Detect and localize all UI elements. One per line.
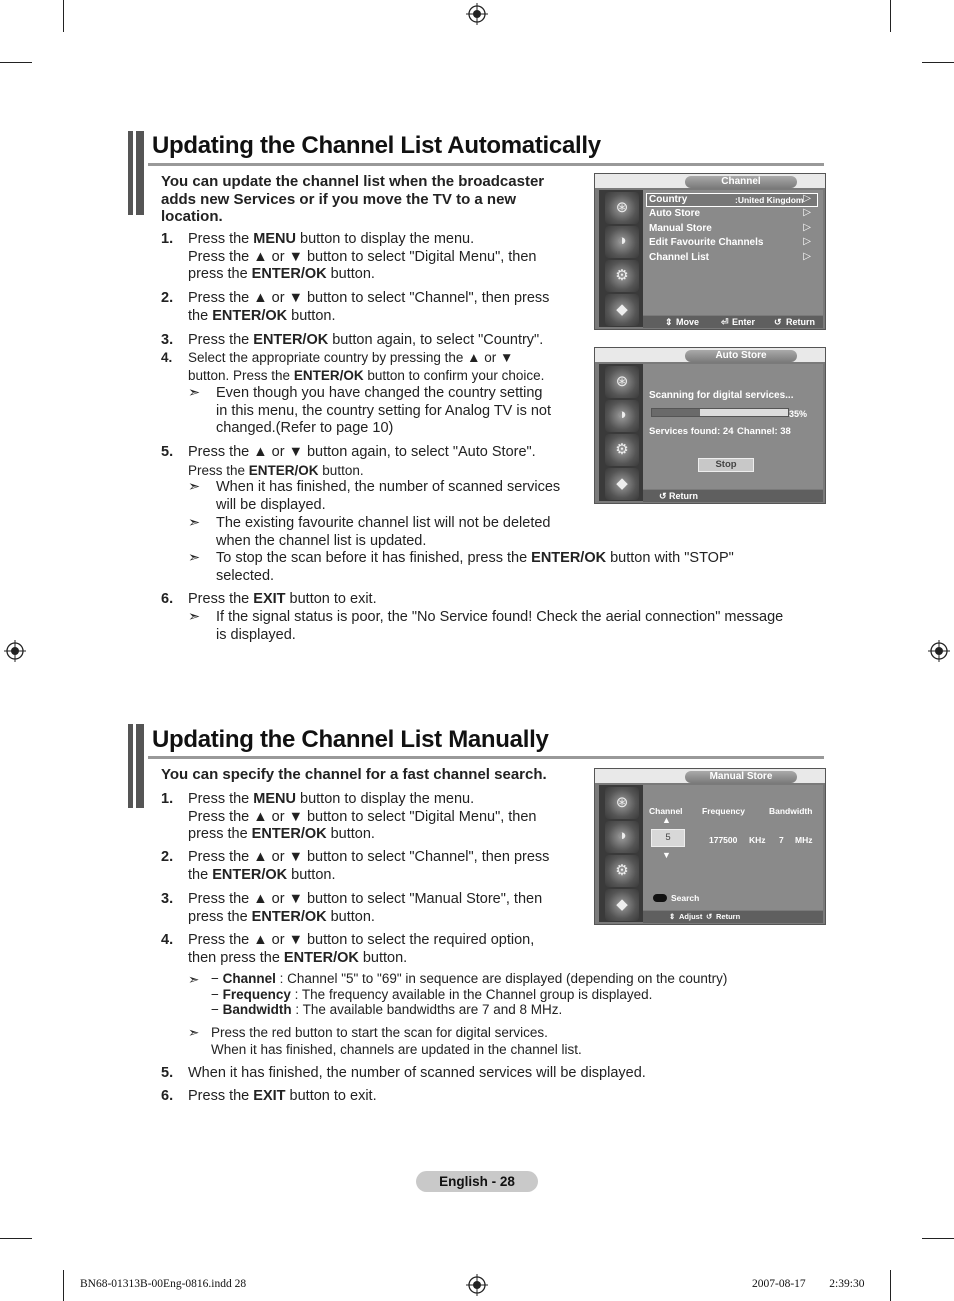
- arrow-right-icon: ▷: [803, 251, 811, 262]
- step-text: Press the EXIT button to exit.: [188, 1088, 377, 1104]
- antenna-icon: ⊛: [605, 787, 639, 819]
- section2-title: Updating the Channel List Manually: [152, 726, 549, 753]
- col-frequency: Frequency: [702, 806, 745, 816]
- return-icon: ↺: [774, 317, 782, 327]
- bandwidth-unit: MHz: [795, 835, 813, 845]
- step-text: Press the MENU button to display the menu. Press the ▲ or ▼ button to select "Digital Menu", then press the ENTER/OK button.: [188, 231, 537, 282]
- note-arrow-icon: ➣: [188, 1025, 200, 1040]
- step-text: Press the ▲ or ▼ button to select "Manual Store", then press the ENTER/OK button.: [188, 891, 543, 925]
- step-number: 6.: [161, 1088, 174, 1104]
- down-arrow-icon[interactable]: ▼: [662, 850, 671, 860]
- return-icon: ↺: [706, 912, 713, 921]
- channel-value-box[interactable]: 5: [651, 829, 685, 847]
- registration-mark-icon: [928, 640, 950, 662]
- satellite-icon: ◑: [605, 226, 639, 258]
- scan-progress-bar: [651, 408, 789, 417]
- menu-item-manual-store[interactable]: Manual Store: [649, 223, 712, 234]
- registration-mark-icon: [466, 3, 488, 25]
- antenna-icon: ⊛: [605, 366, 639, 398]
- col-channel: Channel: [649, 806, 683, 816]
- crop-mark: [0, 62, 32, 63]
- arrow-right-icon: ▷: [803, 193, 811, 204]
- step-text: Press the ▲ or ▼ button again, to select "Auto Store". Press the ENTER/OK button.: [188, 444, 536, 478]
- step-number: 3.: [161, 891, 174, 907]
- section1-title: Updating the Channel List Automatically: [152, 132, 601, 159]
- osd-channel-menu: [594, 173, 826, 330]
- antenna-icon: ⊛: [605, 192, 639, 224]
- return-label: Return: [786, 317, 815, 327]
- input-icon: ◆: [605, 294, 639, 326]
- channel-found: Channel: 38: [737, 426, 791, 437]
- satellite-icon: ◑: [605, 400, 639, 432]
- osd-title: Manual Store: [685, 771, 797, 783]
- menu-item-country[interactable]: Country: [649, 194, 688, 205]
- updown-icon: ⇕: [669, 912, 676, 921]
- step-number: 2.: [161, 290, 174, 306]
- progress-label: 35%: [789, 409, 808, 419]
- note-text: Even though you have changed the country setting in this menu, the country setting for Analog TV is not changed.(Refer to page 10): [216, 385, 552, 436]
- menu-item-edit-favourite[interactable]: Edit Favourite Channels: [649, 237, 764, 248]
- step-number: 1.: [161, 791, 174, 807]
- note-arrow-icon: ➣: [188, 479, 201, 495]
- osd-icon-column: [599, 785, 643, 922]
- gear-icon: ⚙: [605, 434, 639, 466]
- osd-footer: [643, 316, 823, 328]
- step-text: Select the appropriate country by pressing the ▲ or ▼ button. Press the ENTER/OK button to confirm your choice.: [188, 350, 545, 383]
- enter-icon: ⏎: [721, 317, 729, 327]
- return-label: Return: [669, 491, 698, 501]
- menu-item-auto-store[interactable]: Auto Store: [649, 208, 701, 219]
- section-bar: [128, 131, 144, 215]
- step-number: 4.: [161, 932, 174, 948]
- step-text: Press the ▲ or ▼ button to select "Channel", then press the ENTER/OK button.: [188, 290, 550, 324]
- note-text: If the signal status is poor, the "No Service found! Check the aerial connection" message is displayed.: [216, 609, 784, 643]
- step-number: 2.: [161, 849, 174, 865]
- scan-progress-fill: [652, 409, 700, 416]
- step-text: Press the ▲ or ▼ button to select "Channel", then press the ENTER/OK button.: [188, 849, 550, 883]
- registration-mark-icon: [466, 1274, 488, 1296]
- page-number-badge: English - 28: [416, 1171, 538, 1192]
- menu-item-channel-list[interactable]: Channel List: [649, 252, 710, 263]
- input-icon: ◆: [605, 889, 639, 921]
- osd-title: Channel: [685, 176, 797, 188]
- osd-title: Auto Store: [685, 350, 797, 362]
- step-text: When it has finished, the number of scanned services will be displayed.: [188, 1065, 646, 1081]
- bandwidth-value: 7: [779, 835, 784, 845]
- satellite-icon: ◑: [605, 821, 639, 853]
- section-bar: [128, 724, 144, 808]
- osd-footer: [643, 490, 823, 502]
- crop-mark: [63, 1270, 64, 1301]
- note-arrow-icon: ➣: [188, 385, 201, 401]
- note-text: When it has finished, the number of scanned services will be displayed.: [216, 479, 561, 513]
- crop-mark: [922, 1238, 954, 1239]
- step-number: 3.: [161, 332, 174, 348]
- step-text: Press the MENU button to display the menu. Press the ▲ or ▼ button to select "Digital Menu", then press the ENTER/OK button.: [188, 791, 537, 842]
- note-arrow-icon: ➣: [188, 609, 201, 625]
- red-button-icon: [653, 894, 667, 902]
- osd-menu-panel: [643, 190, 823, 315]
- crop-mark: [890, 1270, 891, 1301]
- osd-scan-panel: [643, 364, 823, 489]
- gear-icon: ⚙: [605, 260, 639, 292]
- step-number: 4.: [161, 350, 173, 365]
- note-arrow-icon: ➣: [188, 550, 201, 566]
- note-arrow-icon: ➣: [188, 972, 200, 987]
- step-text: Press the ENTER/OK button again, to select "Country".: [188, 332, 544, 348]
- country-value: :United Kingdom: [735, 195, 804, 205]
- step-text: Press the EXIT button to exit.: [188, 591, 377, 607]
- move-label: Move: [676, 317, 700, 327]
- enter-label: Enter: [732, 317, 756, 327]
- title-rule: [148, 163, 824, 166]
- updown-icon: ⇕: [665, 317, 673, 327]
- osd-footer: [643, 911, 823, 923]
- title-rule: [148, 756, 824, 759]
- stop-button[interactable]: Stop: [698, 458, 754, 472]
- frequency-value: 177500: [709, 835, 738, 845]
- date-slug: 2007-08-17 􀀀􀀀 2:39:30: [752, 1278, 865, 1290]
- registration-mark-icon: [4, 640, 26, 662]
- arrow-right-icon: ▷: [803, 236, 811, 247]
- scanning-text: Scanning for digital services...: [649, 390, 794, 401]
- osd-icon-column: [599, 364, 643, 501]
- note-arrow-icon: ➣: [188, 515, 201, 531]
- input-icon: ◆: [605, 468, 639, 500]
- step-text: Press the ▲ or ▼ button to select the required option, then press the ENTER/OK button.: [188, 932, 535, 966]
- note-text: To stop the scan before it has finished, press the ENTER/OK button with "STOP" selected.: [216, 550, 734, 584]
- col-bandwidth: Bandwidth: [769, 806, 813, 816]
- note-text: − Channel : Channel "5" to "69" in sequence are displayed (depending on the country) − Frequency : The frequency available in the Channel group is displayed. − Bandwidth : The available bandwidths are 7 and 8 MHz.: [211, 971, 728, 1017]
- file-slug: BN68-01313B-00Eng-0816.indd 28: [80, 1278, 247, 1290]
- services-found: Services found: 24: [649, 426, 734, 437]
- crop-mark: [63, 0, 64, 32]
- osd-manual-panel: [643, 785, 823, 910]
- gear-icon: ⚙: [605, 855, 639, 887]
- section1-intro: You can update the channel list when the broadcaster adds new Services or if you move the TV to a new location.: [161, 173, 545, 225]
- osd-icon-column: [599, 190, 643, 327]
- crop-mark: [890, 0, 891, 32]
- note-text: Press the red button to start the scan for digital services. When it has finished, channels are updated in the channel list.: [211, 1025, 582, 1057]
- section2-intro: You can specify the channel for a fast channel search.: [161, 766, 547, 783]
- step-number: 5.: [161, 1065, 174, 1081]
- crop-mark: [922, 62, 954, 63]
- crop-mark: [0, 1238, 32, 1239]
- arrow-right-icon: ▷: [803, 207, 811, 218]
- frequency-unit: KHz: [749, 835, 766, 845]
- osd-manual-store: [594, 768, 826, 925]
- search-label: Search: [671, 893, 700, 903]
- return-icon: ↺: [659, 491, 667, 501]
- note-text: The existing favourite channel list will not be deleted when the channel list is updated.: [216, 515, 551, 549]
- up-arrow-icon[interactable]: ▲: [662, 815, 671, 825]
- adjust-label: Adjust: [679, 912, 703, 921]
- osd-auto-store: [594, 347, 826, 504]
- return-label: Return: [716, 912, 741, 921]
- step-number: 5.: [161, 444, 174, 460]
- arrow-right-icon: ▷: [803, 222, 811, 233]
- step-number: 6.: [161, 591, 174, 607]
- step-number: 1.: [161, 231, 174, 247]
